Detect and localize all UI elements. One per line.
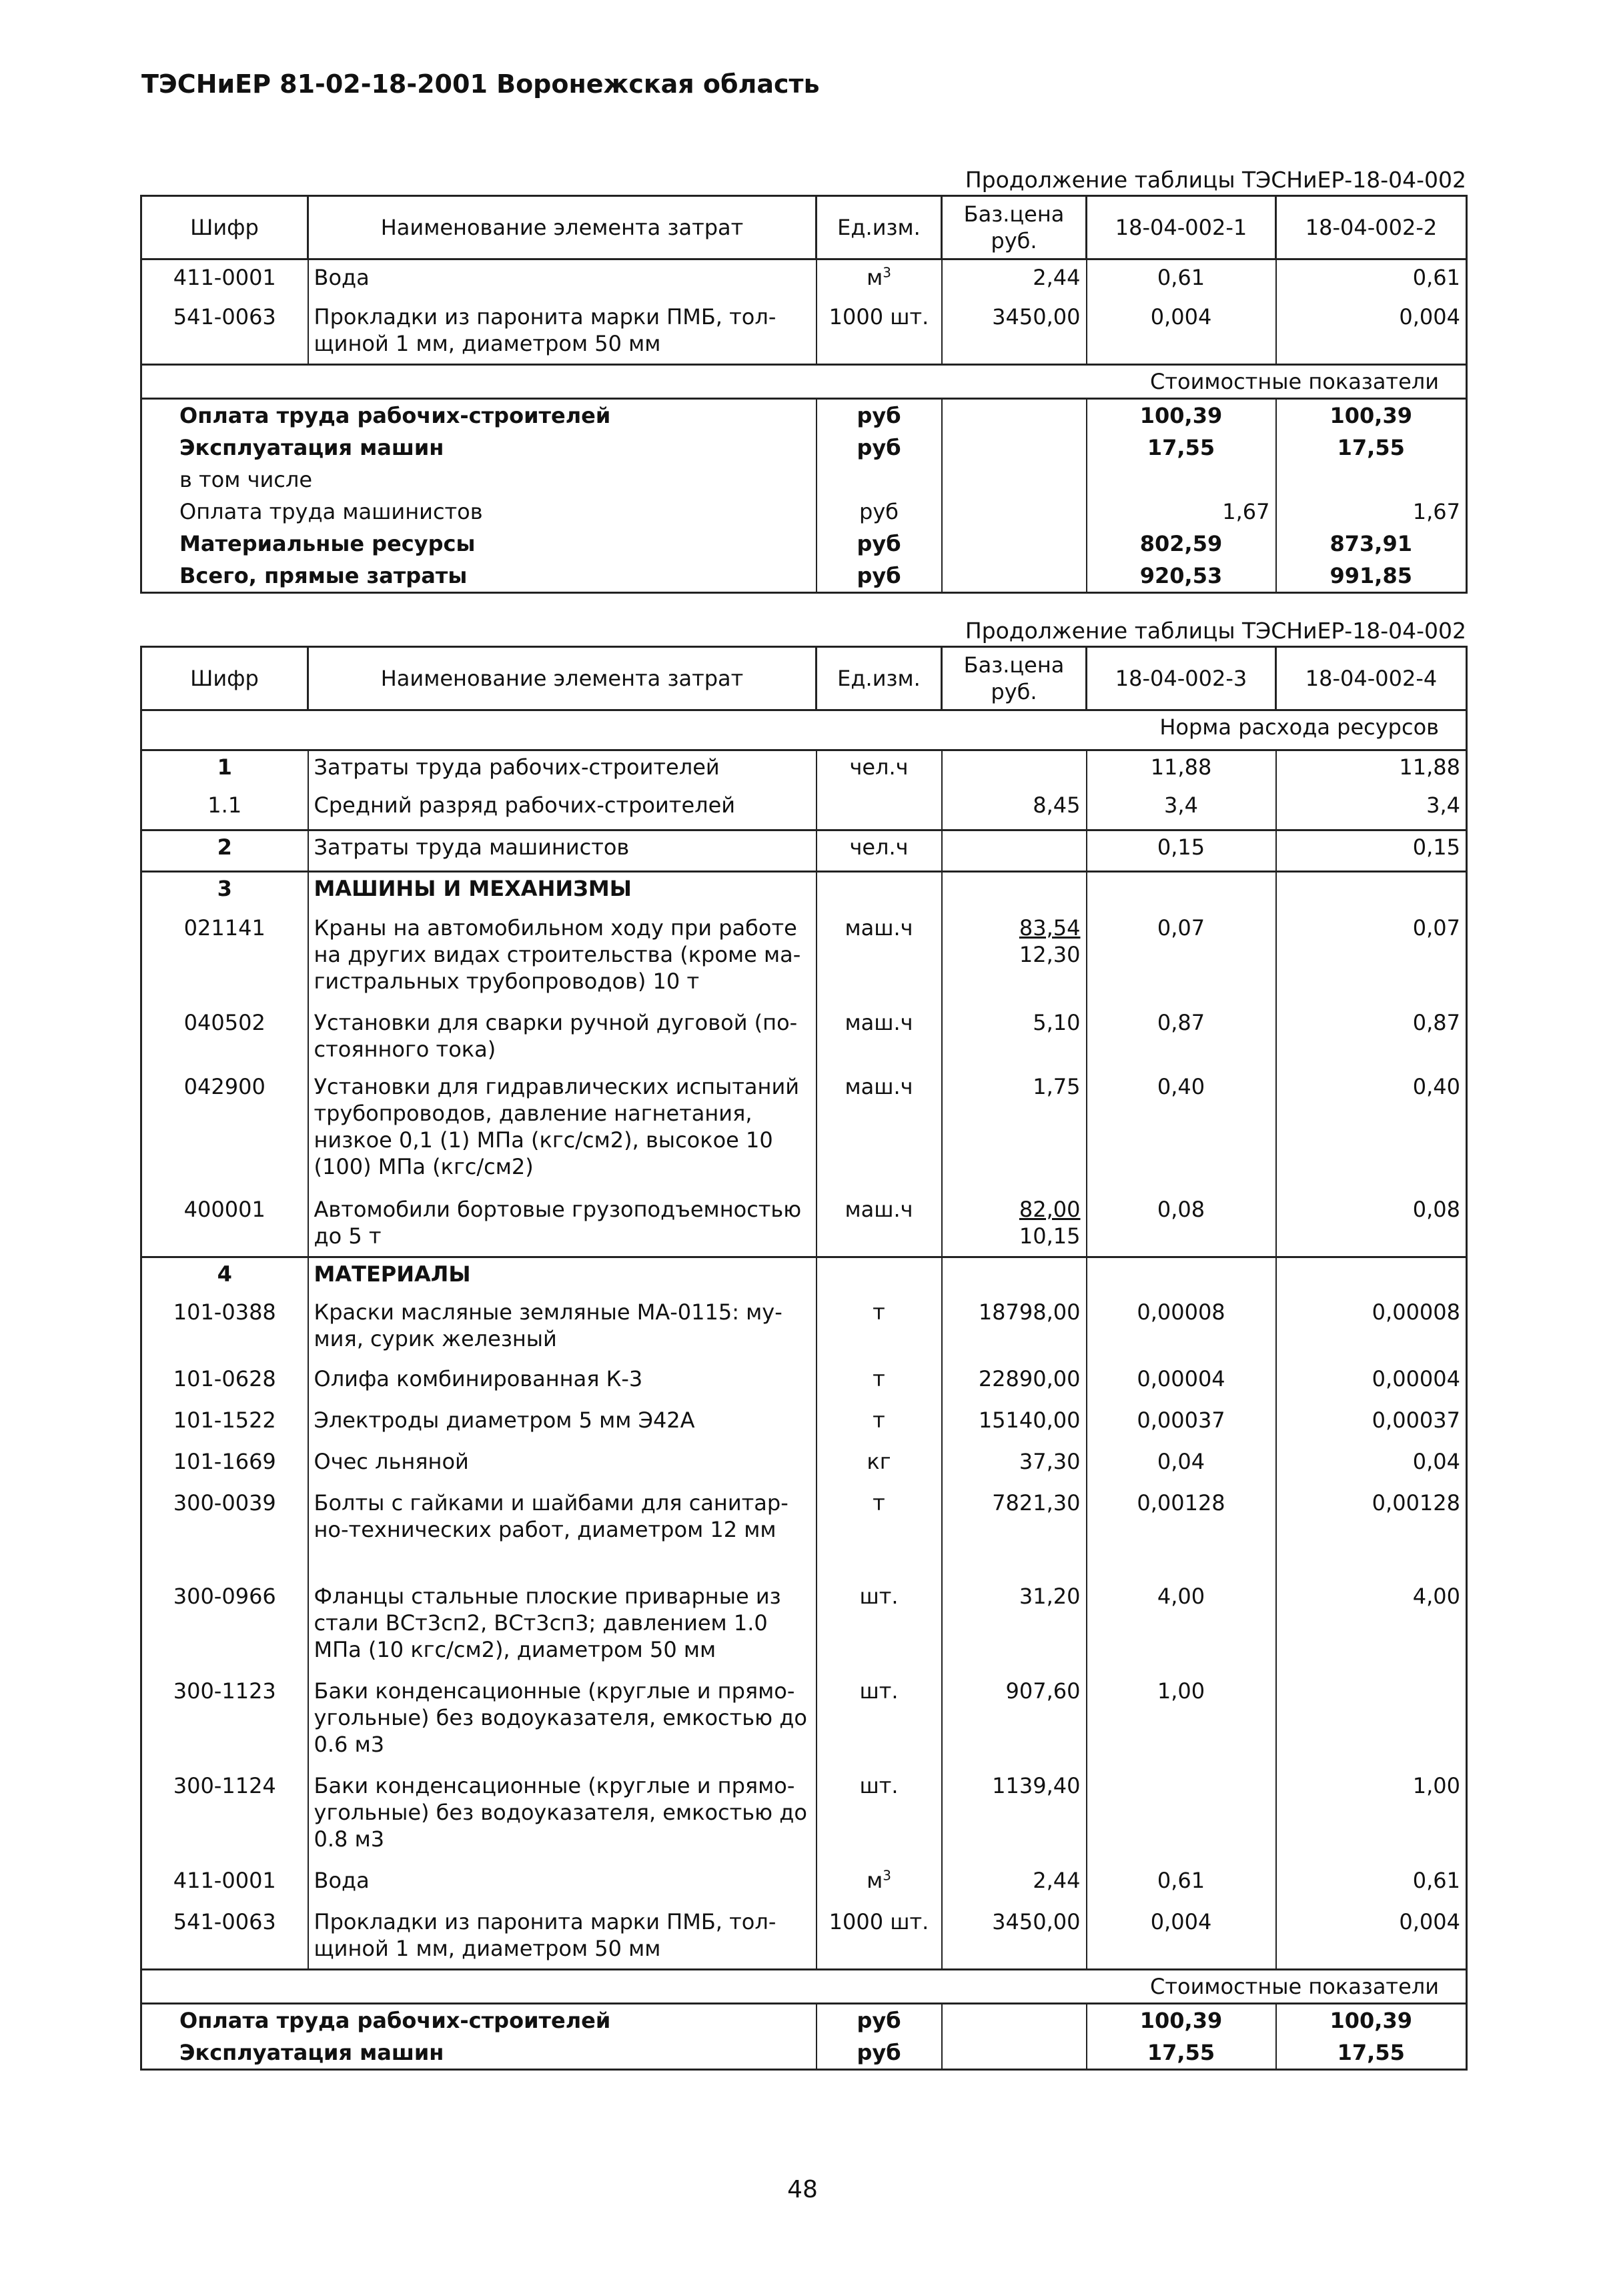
cost-row [141, 560, 1467, 593]
row-value-1: 0,15 [1087, 830, 1276, 872]
table2-caption: Продолжение таблицы ТЭСНиЕР-18-04-002 [965, 618, 1466, 644]
cost-label: Оплата труда рабочих-строителей [141, 399, 817, 432]
row-value-2 [1276, 1675, 1467, 1770]
row-code: 400001 [141, 1193, 308, 1257]
row-unit: маш.ч [817, 1193, 942, 1257]
col-header-price: Баз.цена руб. [942, 647, 1087, 710]
row-unit: шт. [817, 1580, 942, 1675]
cost-value-1: 100,39 [1087, 399, 1276, 432]
row-value-2: 0,04 [1276, 1446, 1467, 1487]
cost-band-label: Стоимостные показатели [141, 1970, 1467, 2004]
col-header-code: Шифр [141, 647, 308, 710]
row-name: Электроды диаметром 5 мм Э42А [308, 1404, 817, 1446]
norm-band-row [141, 710, 1467, 750]
row-value-1: 0,08 [1087, 1193, 1276, 1257]
row-price [942, 750, 1087, 789]
row-unit: т [817, 1404, 942, 1446]
cost-unit: руб [817, 528, 942, 560]
cost-value-2 [1276, 464, 1467, 496]
page-number: 48 [787, 2176, 818, 2203]
row-price: 22890,00 [942, 1363, 1087, 1404]
row-value-1: 0,00008 [1087, 1296, 1276, 1363]
cost-label: Материальные ресурсы [141, 528, 817, 560]
price-operator-wage: 12,30 [1019, 941, 1081, 967]
row-value-2: 4,00 [1276, 1580, 1467, 1675]
cost-unit: руб [817, 2004, 942, 2037]
row-name: Установки для сварки ручной дуговой (по-стоянного тока) [308, 1007, 817, 1071]
row-unit: т [817, 1363, 942, 1404]
row-code: 300-0966 [141, 1580, 308, 1675]
row-value-2: 0,87 [1276, 1007, 1467, 1071]
table1 [140, 195, 1468, 594]
cost-value-2: 873,91 [1276, 528, 1467, 560]
cost-value-1: 17,55 [1087, 2037, 1276, 2070]
price-primary: 83,54 [1019, 915, 1081, 941]
row-code: 411-0001 [141, 1864, 308, 1906]
section-row [141, 872, 1467, 912]
row-code: 1.1 [141, 789, 308, 830]
table-row [141, 1487, 1467, 1580]
cost-price-empty [942, 2037, 1087, 2070]
row-price: 2,44 [942, 1864, 1087, 1906]
cost-unit: руб [817, 560, 942, 593]
table-row [141, 912, 1467, 1007]
cost-band-row [141, 1970, 1467, 2004]
row-code: 411-0001 [141, 259, 308, 301]
cost-row [141, 2037, 1467, 2070]
col-header-variant-4: 18-04-002-4 [1276, 647, 1467, 710]
cost-value-1: 100,39 [1087, 2004, 1276, 2037]
cost-label: Всего, прямые затраты [141, 560, 817, 593]
row-unit: маш.ч [817, 912, 942, 1007]
table2-header-row [141, 647, 1467, 710]
row-code: 541-0063 [141, 1906, 308, 1970]
row-value-2: 0,08 [1276, 1193, 1467, 1257]
row-value-2: 0,00037 [1276, 1404, 1467, 1446]
table-row [141, 1071, 1467, 1193]
row-price: 907,60 [942, 1675, 1087, 1770]
row-unit [817, 789, 942, 830]
row-unit: кг [817, 1446, 942, 1487]
cost-value-1: 920,53 [1087, 560, 1276, 593]
cost-row [141, 496, 1467, 528]
row-value-1: 11,88 [1087, 750, 1276, 789]
row-unit: чел.ч [817, 830, 942, 872]
cost-row [141, 464, 1467, 496]
row-unit: шт. [817, 1770, 942, 1864]
row-unit: шт. [817, 1675, 942, 1770]
row-code: 101-1669 [141, 1446, 308, 1487]
row-value-1: 0,00128 [1087, 1487, 1276, 1580]
table-row [141, 830, 1467, 872]
cost-value-1: 1,67 [1087, 496, 1276, 528]
cost-value-1 [1087, 464, 1276, 496]
row-value-1: 0,61 [1087, 259, 1276, 301]
row-code: 021141 [141, 912, 308, 1007]
empty-cell [942, 1257, 1087, 1296]
col-header-code: Шифр [141, 196, 308, 259]
col-header-unit: Ед.изм. [817, 196, 942, 259]
cost-label: Оплата труда машинистов [141, 496, 817, 528]
row-unit: т [817, 1296, 942, 1363]
col-header-price: Баз.цена руб. [942, 196, 1087, 259]
row-code: 1 [141, 750, 308, 789]
row-code: 2 [141, 830, 308, 872]
cost-value-2: 1,67 [1276, 496, 1467, 528]
price-operator-wage: 10,15 [1019, 1223, 1081, 1249]
row-unit: маш.ч [817, 1007, 942, 1071]
row-name: Баки конденсационные (круглые и прямо-угольные) без водоуказателя, емкостью до 0.6 м3 [308, 1675, 817, 1770]
row-value-2: 0,61 [1276, 1864, 1467, 1906]
cost-value-2: 991,85 [1276, 560, 1467, 593]
cost-price-empty [942, 528, 1087, 560]
col-header-variant-2: 18-04-002-2 [1276, 196, 1467, 259]
row-unit: чел.ч [817, 750, 942, 789]
cost-row [141, 2004, 1467, 2037]
row-code: 101-0388 [141, 1296, 308, 1363]
row-code: 101-1522 [141, 1404, 308, 1446]
row-value-1: 0,87 [1087, 1007, 1276, 1071]
price-primary: 82,00 [1019, 1196, 1081, 1222]
row-price: 2,44 [942, 259, 1087, 301]
row-price: 1,75 [942, 1071, 1087, 1193]
section-code: 3 [141, 872, 308, 912]
row-name: Средний разряд рабочих-строителей [308, 789, 817, 830]
table-row [141, 1404, 1467, 1446]
table-row [141, 259, 1467, 301]
col-header-unit: Ед.изм. [817, 647, 942, 710]
col-header-variant-1: 18-04-002-1 [1087, 196, 1276, 259]
row-price: 5,10 [942, 1007, 1087, 1071]
row-code: 040502 [141, 1007, 308, 1071]
row-value-1: 0,04 [1087, 1446, 1276, 1487]
row-value-2: 0,004 [1276, 1906, 1467, 1970]
row-unit: маш.ч [817, 1071, 942, 1193]
table-row [141, 750, 1467, 789]
col-header-name: Наименование элемента затрат [308, 196, 817, 259]
row-name: Прокладки из паронита марки ПМБ, тол-щиной 1 мм, диаметром 50 мм [308, 1906, 817, 1970]
row-price: 3450,00 [942, 301, 1087, 365]
row-value-1: 0,07 [1087, 912, 1276, 1007]
row-value-1: 3,4 [1087, 789, 1276, 830]
table-row [141, 1580, 1467, 1675]
cost-value-2: 17,55 [1276, 432, 1467, 464]
section-row [141, 1257, 1467, 1296]
cost-value-2: 100,39 [1276, 2004, 1467, 2037]
row-name: Краски масляные земляные МА-0115: му-мия, сурик железный [308, 1296, 817, 1363]
cost-band-row [141, 365, 1467, 399]
row-value-2: 0,00128 [1276, 1487, 1467, 1580]
row-name: Вода [308, 1864, 817, 1906]
row-code: 300-1123 [141, 1675, 308, 1770]
row-value-2: 3,4 [1276, 789, 1467, 830]
row-value-2: 0,07 [1276, 912, 1467, 1007]
row-name: Болты с гайками и шайбами для санитар-но-технических работ, диаметром 12 мм [308, 1487, 817, 1580]
row-name: Затраты труда машинистов [308, 830, 817, 872]
cost-value-1: 17,55 [1087, 432, 1276, 464]
cost-price-empty [942, 464, 1087, 496]
empty-cell [1276, 1257, 1467, 1296]
row-value-2: 1,00 [1276, 1770, 1467, 1864]
cost-label: Эксплуатация машин [141, 432, 817, 464]
norm-band-label: Норма расхода ресурсов [141, 710, 1467, 750]
row-value-1: 0,40 [1087, 1071, 1276, 1193]
table2 [140, 646, 1468, 2071]
table-row [141, 1906, 1467, 1970]
row-name: Вода [308, 259, 817, 301]
row-code: 541-0063 [141, 301, 308, 365]
table-row [141, 1770, 1467, 1864]
row-price: 15140,00 [942, 1404, 1087, 1446]
cost-value-1: 802,59 [1087, 528, 1276, 560]
cost-price-empty [942, 2004, 1087, 2037]
row-value-2: 0,004 [1276, 301, 1467, 365]
cost-unit: руб [817, 399, 942, 432]
row-value-2: 11,88 [1276, 750, 1467, 789]
table1-caption: Продолжение таблицы ТЭСНиЕР-18-04-002 [965, 167, 1466, 193]
row-name: Установки для гидравлических испытаний трубопроводов, давление нагнетания, низкое 0,1 (1) МПа (кгс/см2), высокое 10 (100) МПа (кгс/см2) [308, 1071, 817, 1193]
row-code: 300-0039 [141, 1487, 308, 1580]
row-name: Олифа комбинированная К-3 [308, 1363, 817, 1404]
table-row [141, 1864, 1467, 1906]
cost-label: Эксплуатация машин [141, 2037, 817, 2070]
cost-unit: руб [817, 496, 942, 528]
row-price [942, 830, 1087, 872]
row-price: 31,20 [942, 1580, 1087, 1675]
table-row [141, 1363, 1467, 1404]
cost-value-2: 17,55 [1276, 2037, 1467, 2070]
cost-price-empty [942, 496, 1087, 528]
row-name: Автомобили бортовые грузоподъемностью до 5 т [308, 1193, 817, 1257]
table-row [141, 301, 1467, 365]
empty-cell [1087, 872, 1276, 912]
document-header: ТЭСНиЕР 81-02-18-2001 Воронежская область [141, 69, 820, 99]
table-row [141, 789, 1467, 830]
table-row [141, 1675, 1467, 1770]
row-code: 042900 [141, 1071, 308, 1193]
row-value-1: 0,61 [1087, 1864, 1276, 1906]
table1-header-row [141, 196, 1467, 259]
table-row [141, 1007, 1467, 1071]
row-unit: $м^3$ [817, 1864, 942, 1906]
row-name: Краны на автомобильном ходу при работе на других видах строительства (кроме ма-гистральных трубопроводов) 10 т [308, 912, 817, 1007]
table-row [141, 1296, 1467, 1363]
row-value-1: 0,00037 [1087, 1404, 1276, 1446]
row-price: 18798,00 [942, 1296, 1087, 1363]
cost-row [141, 399, 1467, 432]
cost-row [141, 432, 1467, 464]
row-name: Прокладки из паронита марки ПМБ, тол-щиной 1 мм, диаметром 50 мм [308, 301, 817, 365]
row-unit: 1000 шт. [817, 301, 942, 365]
section-title: МАТЕРИАЛЫ [308, 1257, 817, 1296]
row-value-2: 0,15 [1276, 830, 1467, 872]
row-price: 1139,40 [942, 1770, 1087, 1864]
cost-price-empty [942, 560, 1087, 593]
row-price: 3450,00 [942, 1906, 1087, 1970]
empty-cell [817, 1257, 942, 1296]
row-value-1: 0,00004 [1087, 1363, 1276, 1404]
row-name: Затраты труда рабочих-строителей [308, 750, 817, 789]
row-value-1: 0,004 [1087, 1906, 1276, 1970]
row-value-1: 0,004 [1087, 301, 1276, 365]
col-header-name: Наименование элемента затрат [308, 647, 817, 710]
row-price [942, 1193, 1087, 1257]
row-price [942, 912, 1087, 1007]
section-code: 4 [141, 1257, 308, 1296]
row-value-2: 0,61 [1276, 259, 1467, 301]
row-value-2: 0,00008 [1276, 1296, 1467, 1363]
row-price: 8,45 [942, 789, 1087, 830]
row-value-1: 1,00 [1087, 1675, 1276, 1770]
row-price: 7821,30 [942, 1487, 1087, 1580]
empty-cell [1087, 1257, 1276, 1296]
cost-price-empty [942, 432, 1087, 464]
row-code: 101-0628 [141, 1363, 308, 1404]
row-value-2: 0,40 [1276, 1071, 1467, 1193]
row-value-1: 4,00 [1087, 1580, 1276, 1675]
empty-cell [1276, 872, 1467, 912]
row-price: 37,30 [942, 1446, 1087, 1487]
cost-row [141, 528, 1467, 560]
empty-cell [817, 872, 942, 912]
cost-unit: руб [817, 2037, 942, 2070]
row-unit: 1000 шт. [817, 1906, 942, 1970]
cost-price-empty [942, 399, 1087, 432]
cost-unit [817, 464, 942, 496]
empty-cell [942, 872, 1087, 912]
row-name: Очес льняной [308, 1446, 817, 1487]
row-name: Фланцы стальные плоские приварные из стали ВСт3сп2, ВСт3сп3; давлением 1.0 МПа (10 кгс/см2), диаметром 50 мм [308, 1580, 817, 1675]
row-unit: т [817, 1487, 942, 1580]
cost-value-2: 100,39 [1276, 399, 1467, 432]
row-value-1 [1087, 1770, 1276, 1864]
row-unit: $м^3$ [817, 259, 942, 301]
table-row [141, 1446, 1467, 1487]
cost-unit: руб [817, 432, 942, 464]
cost-band-label: Стоимостные показатели [141, 365, 1467, 399]
col-header-variant-3: 18-04-002-3 [1087, 647, 1276, 710]
cost-label: в том числе [141, 464, 817, 496]
row-value-2: 0,00004 [1276, 1363, 1467, 1404]
section-title: МАШИНЫ И МЕХАНИЗМЫ [308, 872, 817, 912]
row-name: Баки конденсационные (круглые и прямо-угольные) без водоуказателя, емкостью до 0.8 м3 [308, 1770, 817, 1864]
cost-label: Оплата труда рабочих-строителей [141, 2004, 817, 2037]
table-row [141, 1193, 1467, 1257]
row-code: 300-1124 [141, 1770, 308, 1864]
